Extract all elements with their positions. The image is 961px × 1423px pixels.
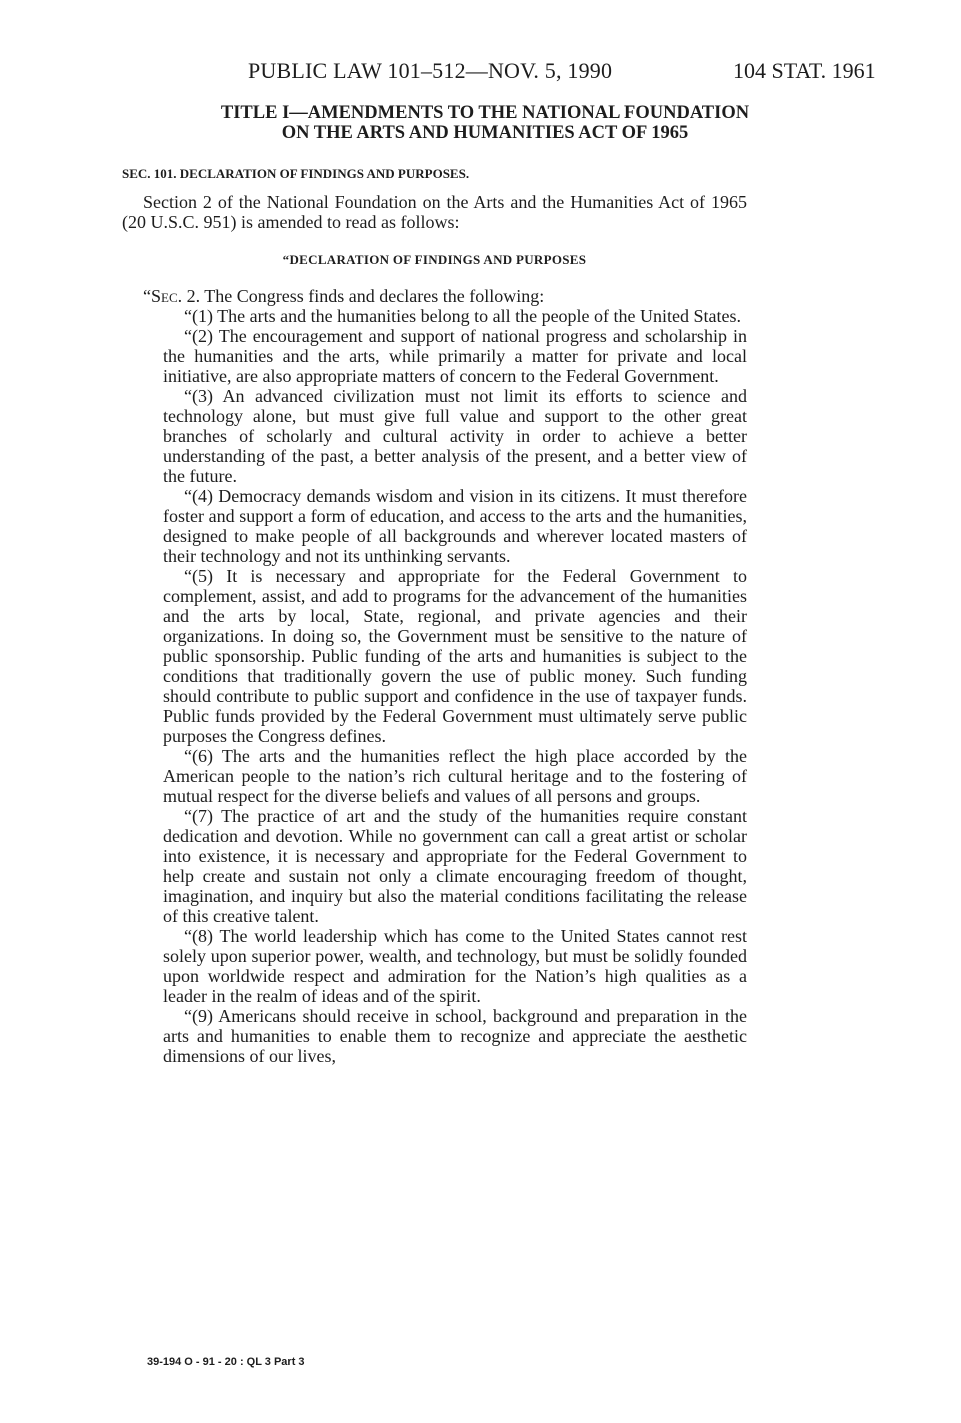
title-line-2: ON THE ARTS AND HUMANITIES ACT OF 1965: [281, 123, 689, 143]
section-heading: SEC. 101. DECLARATION OF FINDINGS AND PURPOSES.: [122, 166, 470, 181]
declaration-heading: “DECLARATION OF FINDINGS AND PURPOSES: [282, 252, 587, 267]
sec-2-text: The Congress finds and declares the following:: [200, 286, 545, 306]
finding-7: “(7) The practice of art and the study of the humanities require constant dedication and devotion. While no government can call a great artist or scholar into existence, it is necessary and appropriate for the Federal Government to help create and sustain not only a climate encouraging freedom of thought, imagination, and inquiry but also the material conditions facilitating the release of this creative talent.: [163, 806, 747, 926]
print-code-footer: 39-194 O - 91 - 20 : QL 3 Part 3: [147, 1356, 305, 1368]
stat-page-number: 104 STAT. 1961: [733, 58, 876, 83]
finding-2: “(2) The encouragement and support of national progress and scholarship in the humanities and the arts, while primarily a matter for private and local initiative, are also appropriate matters of concern to the Federal Government.: [163, 326, 747, 386]
sec-2-lead: [143, 286, 544, 306]
title-line-1: TITLE I—AMENDMENTS TO THE NATIONAL FOUNDATION: [220, 103, 750, 123]
finding-9: “(9) Americans should receive in school, background and preparation in the arts and humanities to enable them to recognize and appreciate the aesthetic dimensions of our lives,: [163, 1006, 747, 1066]
sec-2-label: “Sec. 2.: [143, 286, 201, 306]
law-date-header: PUBLIC LAW 101–512—NOV. 5, 1990: [248, 58, 613, 83]
finding-4: “(4) Democracy demands wisdom and vision in its citizens. It must therefore foster and support a form of education, and access to the arts and the humanities, designed to make people of all backgrounds and wherever located masters of their technology and not its unthinking servants.: [163, 486, 747, 566]
finding-6: “(6) The arts and the humanities reflect the high place accorded by the American people to the nation’s rich cultural heritage and to the fostering of mutual respect for the diverse beliefs and values of all persons and groups.: [163, 746, 747, 806]
finding-3: “(3) An advanced civilization must not limit its efforts to science and technology alone, but must give full value and support to the other great branches of scholarly and cultural activity in order to achieve a better understanding of the past, a better analysis of the present, and a better view of the future.: [163, 386, 747, 486]
finding-1: “(1) The arts and the humanities belong to all the people of the United States.: [184, 306, 742, 326]
title-heading: [115, 103, 855, 143]
finding-8: “(8) The world leadership which has come to the United States cannot rest solely upon superior power, wealth, and technology, but must be solidly founded upon worldwide respect and admiration for the Nation’s high qualities as a leader in the realm of ideas and of the spirit.: [163, 926, 747, 1006]
finding-5: “(5) It is necessary and appropriate for the Federal Government to complement, assist, and add to programs for the advancement of the humanities and the arts by local, State, regional, and private agencies and their organizations. In doing so, the Government must be sensitive to the nature of public sponsorship. Public funding of the arts and humanities is subject to the conditions that traditionally govern the use of public money. Such funding should contribute to public support and confidence in the use of taxpayer funds. Public funds provided by the Federal Government must ultimately serve public purposes the Congress defines.: [163, 566, 747, 746]
section-intro: Section 2 of the National Foundation on the Arts and the Humanities Act of 1965 (20 U.S.C. 951) is amended to read as follows:: [122, 192, 747, 232]
findings-list: [163, 306, 747, 1066]
